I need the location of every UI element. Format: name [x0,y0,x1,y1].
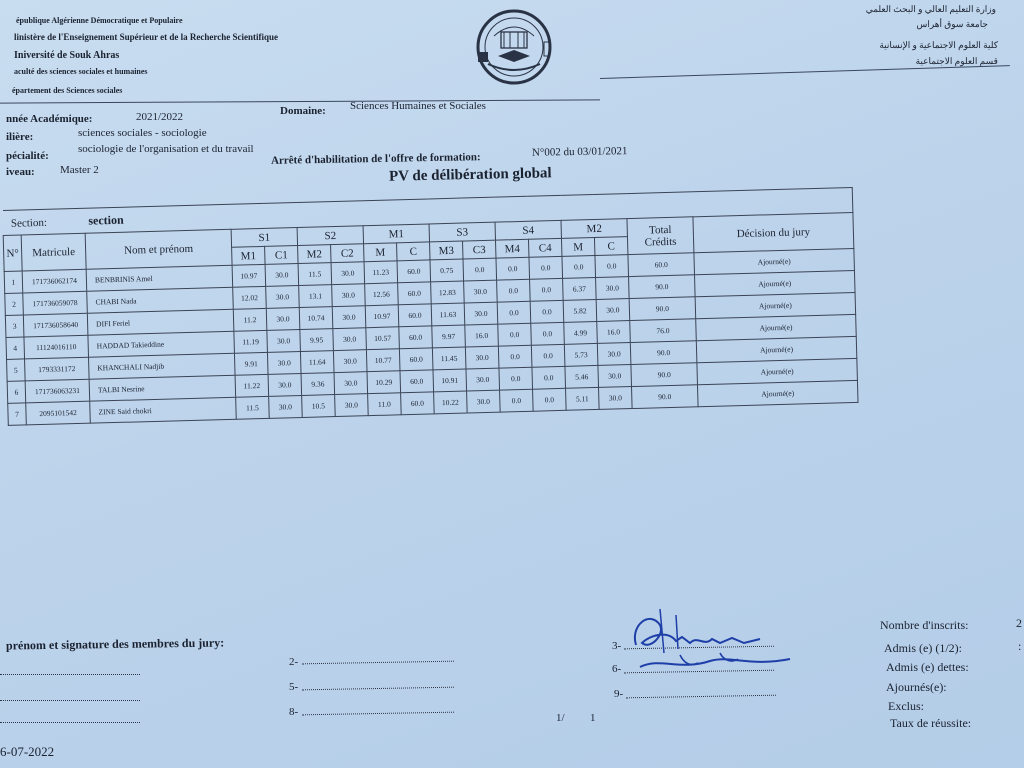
cell-m2m: 5.11 [566,387,600,410]
cell-s1c: 30.0 [265,264,299,287]
cell-m1m: 12.56 [365,283,399,306]
cell-total: 90.0 [632,385,699,409]
niveau-label: iveau: [6,166,35,178]
cell-s1m: 11.19 [234,330,268,353]
cell-s2m: 10.74 [299,307,333,330]
cell-nom: CHABI Nada [87,287,234,313]
cell-decision: Ajourné(e) [695,270,856,296]
cell-decision: Ajourné(e) [697,358,858,384]
cell-decision: Ajourné(e) [694,248,855,274]
jury-signature-label-8: 8- [289,706,299,718]
specialite-value: sociologie de l'organisation et du travail [78,143,254,155]
cell-s1m: 10.97 [232,264,266,287]
cell-s4m: 0.0 [500,389,534,412]
cell-s4m: 0.0 [499,367,533,390]
cell-m1c: 60.0 [399,326,433,349]
col-header-total-line2: Crédits [644,235,677,249]
cell-total: 90.0 [629,297,696,321]
cell-s1c: 30.0 [269,395,303,418]
cell-matricule: 11124016110 [24,335,89,359]
cell-matricule: 171736063231 [25,379,90,403]
cell-s1c: 30.0 [266,286,300,309]
cell-s4c: 0.0 [533,388,567,411]
col-header-no: N° [3,235,22,271]
sub-header-s4-m: M4 [495,239,528,258]
filiere-value: sciences sociales - sociologie [78,127,207,139]
sub-header-m2-m: M [561,237,594,256]
jury-signature-line-7 [0,722,140,723]
cell-no: 5 [7,359,26,381]
cell-s2m: 9.95 [300,329,334,352]
header-divider-left [0,99,600,103]
cell-s1c: 30.0 [266,307,300,330]
cell-s2c: 30.0 [333,350,367,373]
cell-no: 2 [5,293,24,315]
sub-header-s4-c: C4 [528,238,561,257]
cell-s2c: 30.0 [331,262,365,285]
cell-decision: Ajourné(e) [697,380,858,406]
cell-s2c: 30.0 [334,372,368,395]
cell-matricule: 2095101542 [26,401,91,425]
col-header-decision: Décision du jury [693,212,854,252]
cell-m2c: 30.0 [596,277,630,300]
cell-m2m: 5.46 [565,365,599,388]
university-logo [468,6,560,86]
cell-m2m: 6.37 [563,277,597,300]
cell-no: 1 [4,271,23,293]
cell-s2m: 9.36 [301,373,335,396]
cell-nom: TALBI Nesrine [89,375,236,401]
header-right-line-1: وزارة التعليم العالي و البحث العلمي [865,4,996,14]
cell-s4c: 0.0 [530,278,564,301]
stat-taux-label: Taux de réussite: [890,716,972,730]
cell-nom: ZINE Said chokri [90,397,237,423]
jury-signature-line-2 [302,661,454,665]
cell-s1m: 12.02 [233,286,267,309]
arrete-value: N°002 du 03/01/2021 [531,145,628,159]
jury-signature-line-9 [626,695,776,699]
cell-matricule: 171736059078 [23,291,88,315]
cell-s3c: 30.0 [467,390,501,413]
cell-total: 90.0 [631,363,698,387]
cell-nom: KHANCHALI Nadjib [89,353,236,379]
cell-s4m: 0.0 [498,323,532,346]
cell-m2c: 30.0 [598,365,632,388]
arrete-label: Arrêté d'habilitation de l'offre de formation: [270,151,481,167]
cell-m2m: 0.0 [562,255,596,278]
cell-no: 6 [7,381,26,403]
sub-header-s3-m: M3 [430,241,463,260]
university-seal-icon [468,6,560,86]
cell-no: 3 [5,315,24,337]
cell-matricule: 1793331172 [25,357,90,381]
jury-signature-label-3: 3- [612,640,622,652]
cell-s4c: 0.0 [531,322,565,345]
cell-s4m: 0.0 [497,279,531,302]
cell-m2c: 30.0 [597,343,631,366]
col-header-s2: S2 [297,226,363,246]
cell-nom: HADDAD Takieddine [88,331,235,357]
cell-s3m: 12.83 [431,281,465,304]
cell-m1c: 60.0 [397,260,431,283]
cell-s2c: 30.0 [335,394,369,417]
header-left-line-5: épartement des Sciences sociales [12,86,123,95]
grades-table [2,187,859,426]
sub-header-m2-c: C [594,237,627,256]
cell-s4m: 0.0 [498,345,532,368]
cell-s3c: 30.0 [465,346,499,369]
header-left-line-3: Iniversité de Souk Ahras [14,50,120,61]
page-total: 1 [590,712,596,724]
specialite-label: pécialité: [6,150,49,162]
col-header-m1: M1 [363,224,429,244]
cell-m1c: 60.0 [400,370,434,393]
niveau-value: Master 2 [60,164,99,176]
cell-s4c: 0.0 [531,344,565,367]
annee-value: 2021/2022 [136,111,184,123]
cell-s3c: 16.0 [465,324,499,347]
cell-s1m: 11.5 [236,396,270,419]
stat-inscrits-value: 2 [1016,616,1022,630]
annee-label: nnée Académique: [6,113,93,125]
cell-s1m: 11.2 [233,308,267,331]
cell-total: 90.0 [629,275,696,299]
cell-m1m: 11.23 [364,261,398,284]
cell-s4c: 0.0 [530,300,564,323]
header-left-line-1: épublique Algérienne Démocratique et Populaire [16,16,183,25]
cell-m2m: 5.82 [563,299,597,322]
cell-no: 4 [6,337,25,359]
jury-signature-label-5: 5- [289,681,299,693]
cell-s3c: 30.0 [466,368,500,391]
header-right-line-3: كلية العلوم الاجتماعية و الإنسانية [879,40,998,50]
jury-signature-label-2: 2- [289,656,299,668]
jury-label: prénom et signature des membres du jury: [5,635,225,653]
cell-s3c: 0.0 [463,258,497,281]
cell-decision: Ajourné(e) [695,292,856,318]
cell-m2c: 30.0 [596,299,630,322]
cell-s2c: 30.0 [332,284,366,307]
cell-s4m: 0.0 [496,257,530,280]
stat-admis-label: Admis (e) (1/2): [884,641,962,655]
cell-m1m: 10.77 [366,349,400,372]
cell-no: 7 [8,403,27,425]
document-title: PV de délibération global [388,165,552,185]
sub-header-s1-m: M1 [232,246,265,265]
cell-m1m: 10.97 [365,305,399,328]
domaine-value: Sciences Humaines et Sociales [350,100,486,112]
cell-m1m: 10.57 [366,327,400,350]
section-label: Section: [10,216,48,230]
jury-signature-line-8 [302,712,454,716]
stat-admis-dettes-label: Admis (e) dettes: [886,660,969,674]
cell-total: 76.0 [630,319,697,343]
cell-m2c: 30.0 [599,387,633,410]
col-header-m2: M2 [561,219,627,239]
cell-s1c: 30.0 [268,373,302,396]
sub-header-m1-c: C [397,242,430,261]
cell-m1c: 60.0 [401,392,435,415]
cell-s3m: 11.63 [431,303,465,326]
cell-matricule: 171736062174 [22,269,87,293]
cell-s2c: 30.0 [333,328,367,351]
col-header-matricule: Matricule [21,233,86,271]
stat-exclus-label: Exclus: [888,699,924,713]
handwritten-signature-icon [620,605,800,685]
cell-m2m: 4.99 [564,321,598,344]
cell-s2m: 11.64 [300,351,334,374]
cell-m1m: 11.0 [368,393,402,416]
stat-ajournes-label: Ajournés(e): [886,680,947,694]
cell-s3m: 11.45 [432,347,466,370]
sub-header-s1-c: C1 [265,246,298,265]
cell-m1c: 60.0 [398,282,432,305]
cell-s1m: 9.91 [234,352,268,375]
header-divider-right [600,65,1010,79]
cell-matricule: 171736058640 [23,313,88,337]
jury-signature-line-5 [302,687,454,691]
col-header-s3: S3 [429,222,495,242]
cell-s4c: 0.0 [532,366,566,389]
section-value: section [88,212,124,228]
cell-m2m: 5.73 [564,343,598,366]
col-header-s1: S1 [231,228,297,248]
cell-s2c: 30.0 [332,306,366,329]
header-left-line-2: linistère de l'Enseignement Supérieur et de la Recherche Scientifique [14,32,278,42]
jury-signature-line-1 [0,674,140,675]
domaine-label: Domaine: [280,105,326,117]
col-header-total [627,217,694,255]
header-right-line-2: جامعة سوق أهراس [916,19,988,29]
cell-s2m: 11.5 [298,263,332,286]
header-left-line-4: aculté des sciences sociales et humaines [14,67,148,76]
cell-m1m: 10.29 [367,371,401,394]
cell-s1m: 11.22 [235,374,269,397]
jury-signature-label-9: 9- [614,688,624,700]
cell-total: 90.0 [630,341,697,365]
cell-m1c: 60.0 [399,348,433,371]
cell-total: 60.0 [628,253,695,277]
cell-s3m: 10.91 [433,369,467,392]
sub-header-s2-c: C2 [331,244,364,263]
sub-header-m1-m: M [364,243,397,262]
sub-header-s2-m: M2 [298,245,331,264]
cell-s3m: 10.22 [434,391,468,414]
page-number: 1/ [556,712,565,724]
stat-inscrits-label: Nombre d'inscrits: [880,618,969,632]
col-header-nom: Nom et prénom [85,229,232,269]
cell-s2m: 10.5 [302,395,336,418]
cell-s1c: 30.0 [267,329,301,352]
cell-m2c: 16.0 [597,321,631,344]
cell-s3c: 30.0 [464,302,498,325]
cell-s2m: 13.1 [299,285,333,308]
cell-decision: Ajourné(e) [696,314,857,340]
jury-signature-line-4 [0,700,140,701]
cell-m1c: 60.0 [398,304,432,327]
cell-m2c: 0.0 [595,255,629,278]
document-date: 6-07-2022 [0,744,55,759]
cell-s1c: 30.0 [267,351,301,374]
grades-table-body [4,248,858,425]
cell-s4c: 0.0 [529,256,563,279]
header-right-line-4: قسم العلوم الاجتماعية [915,56,998,66]
filiere-label: ilière: [6,131,34,143]
cell-nom: BENBRINIS Amel [86,265,233,291]
sub-header-s3-c: C3 [463,240,496,259]
cell-s3m: 9.97 [432,325,466,348]
cell-nom: DIFI Feriel [87,309,234,335]
cell-decision: Ajourné(e) [696,336,857,362]
cell-s4m: 0.0 [497,301,531,324]
stat-admis-value: : [1018,639,1022,653]
jury-signature-label-6: 6- [612,663,622,675]
col-header-total-line1: Total [648,223,672,237]
cell-s3m: 0.75 [430,259,464,282]
col-header-s4: S4 [495,220,561,240]
cell-s3c: 30.0 [464,280,498,303]
